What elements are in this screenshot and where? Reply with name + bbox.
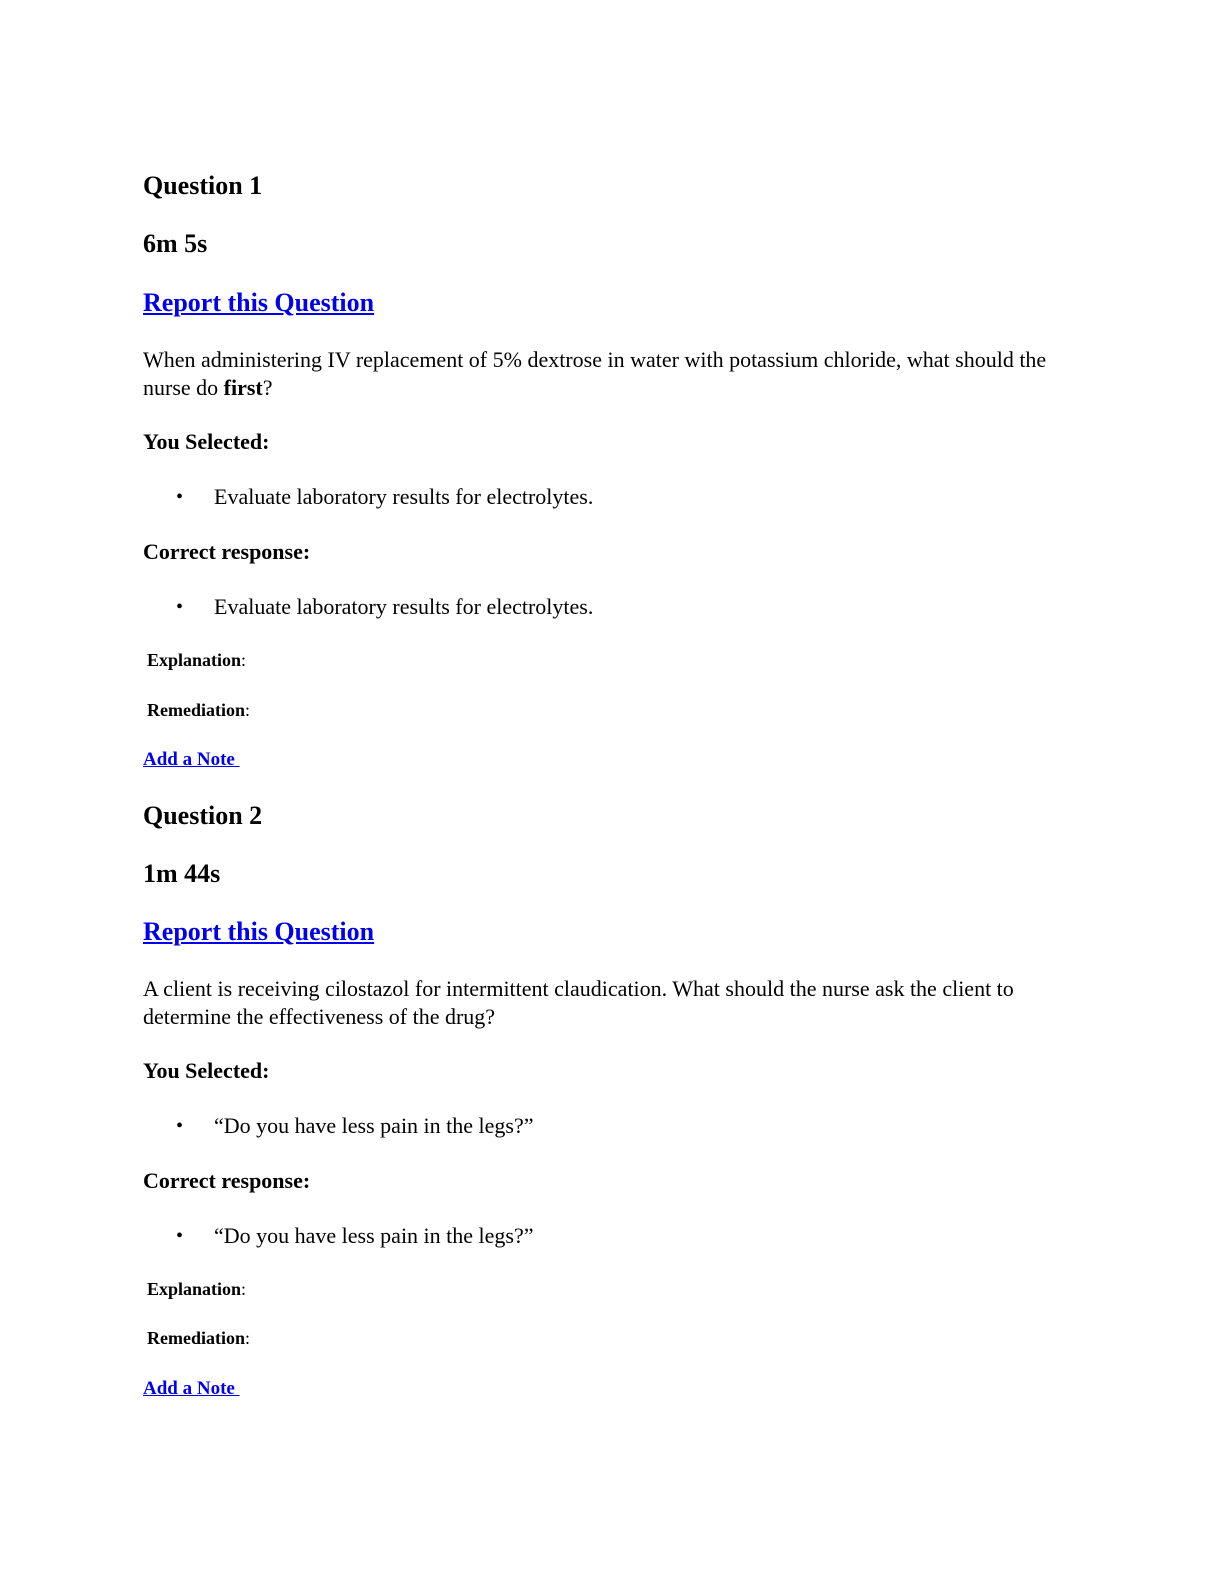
correct-response-label: Correct response: — [143, 539, 311, 564]
you-selected-label: You Selected: — [143, 429, 270, 454]
bullet-icon: • — [176, 596, 184, 618]
explanation-label-text: Explanation — [147, 650, 242, 670]
question-text — [143, 346, 1073, 402]
remediation-label — [147, 1327, 250, 1349]
question-time: 6m 5s — [143, 229, 208, 258]
add-note-link[interactable]: Add a Note — [143, 1378, 240, 1399]
bullet-icon: • — [176, 1225, 184, 1247]
question-text — [143, 975, 1073, 1031]
explanation-colon: : — [241, 1279, 247, 1299]
you-selected-label: You Selected: — [143, 1058, 270, 1083]
report-question-link[interactable]: Report this Question — [143, 288, 375, 317]
explanation-label-text: Explanation — [147, 1279, 242, 1299]
explanation-colon: : — [241, 650, 247, 670]
remediation-label — [147, 699, 250, 721]
correct-answer-text: “Do you have less pain in the legs?” — [214, 1223, 534, 1248]
remediation-colon: : — [245, 700, 251, 720]
add-note-link[interactable]: Add a Note — [143, 749, 240, 770]
remediation-label-text: Remediation — [147, 1328, 245, 1348]
correct-response-label: Correct response: — [143, 1168, 311, 1193]
selected-answer-text: “Do you have less pain in the legs?” — [214, 1113, 534, 1138]
question-text-main: A client is receiving cilostazol for intermittent claudication. What should the nurse ask the client to determine the effectiveness of the drug? — [143, 976, 1014, 1029]
correct-answer-text: Evaluate laboratory results for electrolytes. — [214, 594, 594, 619]
report-question-link[interactable]: Report this Question — [143, 917, 375, 946]
bullet-icon: • — [176, 1115, 184, 1137]
question-text-emphasis: first — [223, 375, 263, 400]
question-title: Question 2 — [143, 801, 263, 830]
selected-answer-text: Evaluate laboratory results for electrolytes. — [214, 484, 594, 509]
question-text-end: ? — [262, 375, 273, 400]
explanation-label — [147, 1278, 246, 1300]
remediation-colon: : — [245, 1328, 251, 1348]
question-title: Question 1 — [143, 171, 263, 200]
question-text-main: When administering IV replacement of 5% dextrose in water with potassium chloride, what should the nurse do — [143, 347, 1047, 400]
question-time: 1m 44s — [143, 859, 221, 888]
explanation-label — [147, 649, 246, 671]
bullet-icon: • — [176, 486, 184, 508]
remediation-label-text: Remediation — [147, 700, 245, 720]
